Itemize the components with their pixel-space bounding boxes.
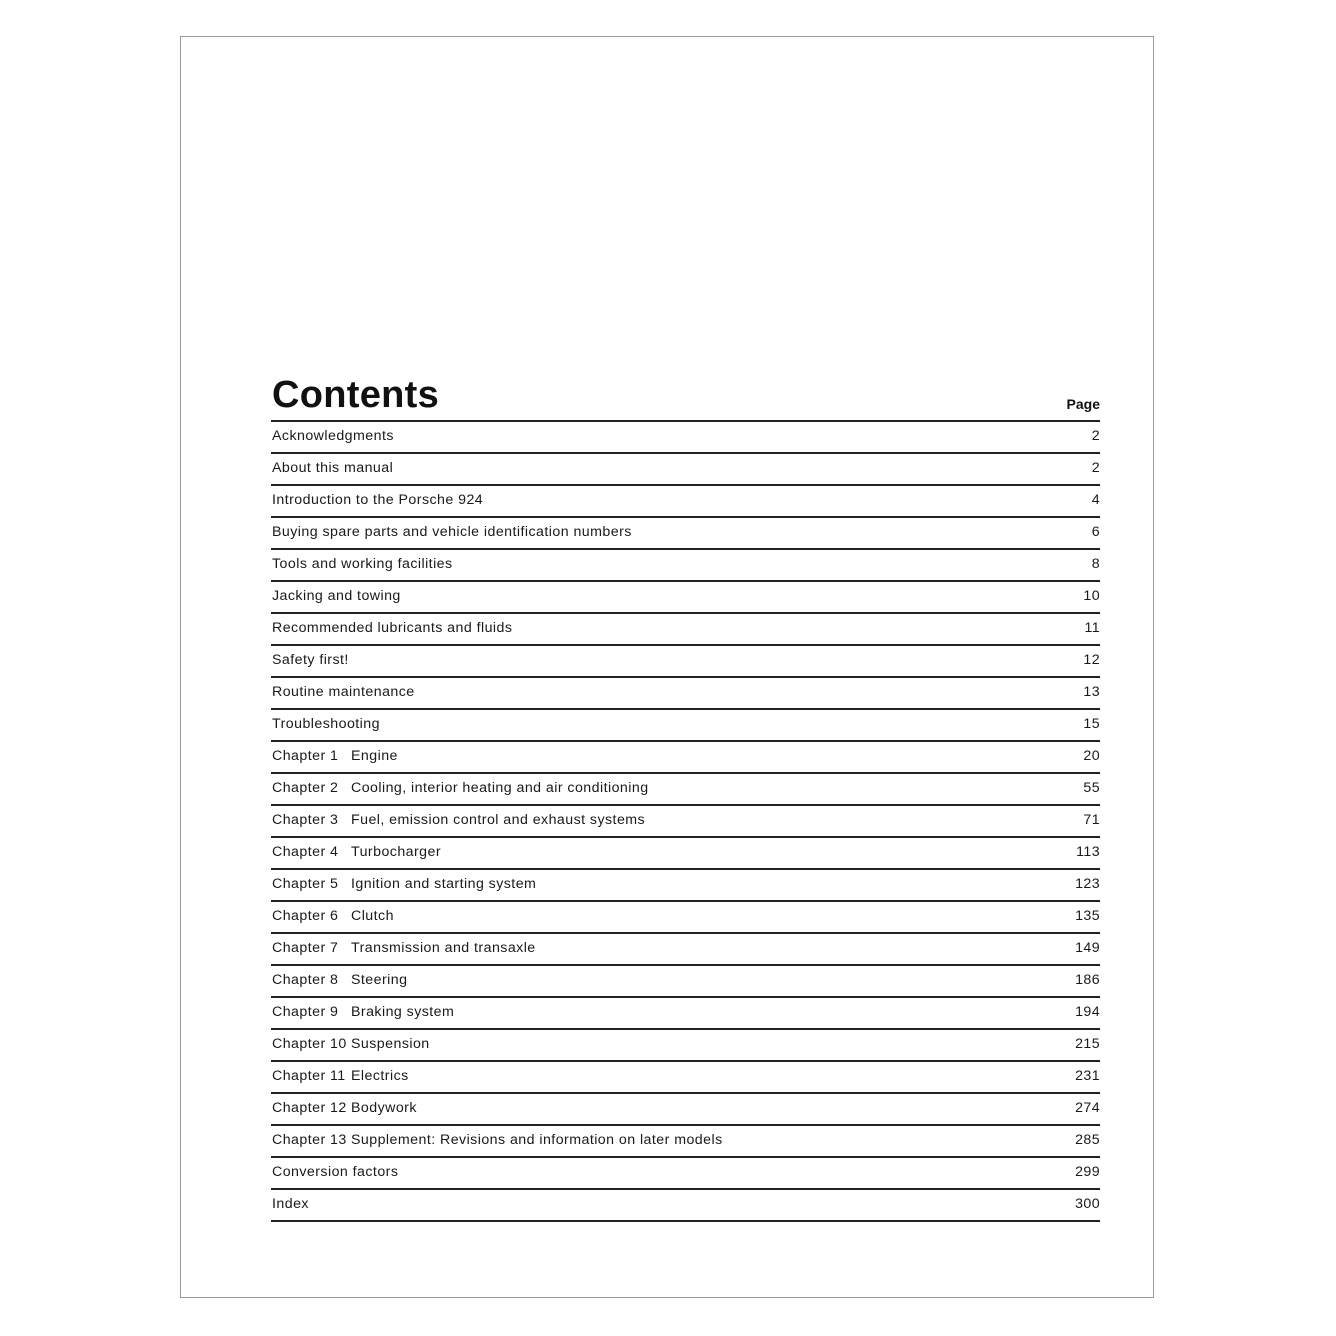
page-number: 2 — [1091, 428, 1100, 444]
toc-entry — [271, 454, 1100, 486]
chapter-number: Chapter 7 — [272, 940, 339, 956]
toc-entry — [271, 486, 1100, 518]
toc-entry — [271, 1190, 1100, 1222]
toc-entry-title — [272, 1067, 409, 1085]
toc-entry-title — [272, 1035, 430, 1053]
page-number: 55 — [1083, 780, 1100, 796]
chapter-number: Chapter 9 — [272, 1004, 339, 1020]
toc-entry — [271, 1126, 1100, 1158]
page-number: 113 — [1076, 844, 1100, 860]
toc-entry-title — [272, 1099, 417, 1117]
entry-label: Buying spare parts and vehicle identification numbers — [272, 524, 632, 540]
page-number: 11 — [1084, 620, 1100, 636]
page-number: 20 — [1083, 748, 1100, 764]
entry-label: Bodywork — [351, 1100, 417, 1116]
entry-label: Safety first! — [272, 652, 349, 668]
entry-label: Ignition and starting system — [351, 876, 537, 892]
toc-entry-title — [272, 587, 401, 605]
entry-label: Supplement: Revisions and information on later models — [351, 1132, 723, 1148]
page-number: 8 — [1091, 556, 1100, 572]
toc-entry-title — [272, 971, 407, 989]
toc-entry — [271, 838, 1100, 870]
page-number: 300 — [1075, 1196, 1100, 1212]
page-number: 194 — [1075, 1004, 1100, 1020]
page-column-label: Page — [1066, 396, 1100, 412]
toc-entry — [271, 1094, 1100, 1126]
chapter-number: Chapter 8 — [272, 972, 339, 988]
entry-label: Introduction to the Porsche 924 — [272, 492, 484, 508]
page-number: 299 — [1075, 1164, 1100, 1180]
toc-entry-title — [272, 779, 649, 797]
entry-label: Recommended lubricants and fluids — [272, 620, 513, 636]
entry-label: Engine — [351, 748, 398, 764]
toc-entry-title — [272, 683, 415, 701]
entry-label: Cooling, interior heating and air conditioning — [351, 780, 649, 796]
page-number: 215 — [1075, 1036, 1100, 1052]
page-number: 231 — [1075, 1068, 1100, 1084]
page-number: 12 — [1083, 652, 1100, 668]
toc-entry-title — [272, 1003, 454, 1021]
toc-entry — [271, 934, 1100, 966]
chapter-number: Chapter 11 — [272, 1068, 346, 1084]
entry-label: Acknowledgments — [272, 428, 394, 444]
toc-entry-title — [272, 1163, 398, 1181]
toc-entry — [271, 966, 1100, 998]
toc-entry-title — [272, 907, 394, 925]
toc-entry-title — [272, 555, 453, 573]
chapter-number: Chapter 2 — [272, 780, 339, 796]
toc-entry — [271, 518, 1100, 550]
toc-entry-title — [272, 1195, 309, 1213]
toc-entry — [271, 422, 1100, 454]
toc-entry-title — [272, 619, 512, 637]
page-number: 10 — [1083, 588, 1100, 604]
toc-entry-title — [272, 747, 398, 765]
page-number: 15 — [1083, 716, 1100, 732]
entry-label: Steering — [351, 972, 408, 988]
entry-label: Transmission and transaxle — [351, 940, 536, 956]
chapter-number: Chapter 3 — [272, 812, 339, 828]
page-number: 71 — [1083, 812, 1100, 828]
page-number: 4 — [1091, 492, 1100, 508]
entry-label: Braking system — [351, 1004, 455, 1020]
chapter-number: Chapter 13 — [272, 1132, 347, 1148]
toc-entry-title — [272, 459, 393, 477]
entry-label: Routine maintenance — [272, 684, 415, 700]
entry-label: Index — [272, 1196, 309, 1212]
chapter-number: Chapter 5 — [272, 876, 339, 892]
toc-entry — [271, 774, 1100, 806]
entry-label: Clutch — [351, 908, 394, 924]
chapter-number: Chapter 1 — [272, 748, 339, 764]
toc-entry-title — [272, 875, 536, 893]
toc-entry — [271, 550, 1100, 582]
toc-entry-title — [272, 491, 483, 509]
toc-entry — [271, 582, 1100, 614]
page-number: 6 — [1091, 524, 1100, 540]
entry-label: Electrics — [351, 1068, 409, 1084]
toc-entry — [271, 1062, 1100, 1094]
toc-entry-title — [272, 1131, 723, 1149]
toc-entry — [271, 742, 1100, 774]
chapter-number: Chapter 12 — [272, 1100, 347, 1116]
entry-label: Turbocharger — [351, 844, 442, 860]
toc-entry — [271, 902, 1100, 934]
toc-entry-title — [272, 523, 632, 541]
page-number: 123 — [1075, 876, 1100, 892]
page-number: 285 — [1075, 1132, 1100, 1148]
page-title: Contents — [272, 374, 440, 416]
toc-entry-title — [272, 939, 536, 957]
toc-entry — [271, 998, 1100, 1030]
page-number: 13 — [1083, 684, 1100, 700]
toc-entry — [271, 1158, 1100, 1190]
toc-entry — [271, 806, 1100, 838]
toc-header — [271, 372, 1100, 422]
toc-entry-title — [272, 427, 394, 445]
toc-entry — [271, 646, 1100, 678]
entry-label: Tools and working facilities — [272, 556, 453, 572]
toc-entry-title — [272, 715, 380, 733]
chapter-number: Chapter 4 — [272, 844, 339, 860]
toc-entry — [271, 870, 1100, 902]
entry-label: Conversion factors — [272, 1164, 399, 1180]
toc-entry — [271, 1030, 1100, 1062]
table-of-contents — [271, 372, 1100, 1222]
toc-entry-title — [272, 811, 645, 829]
page-number: 186 — [1075, 972, 1100, 988]
toc-entry-title — [272, 651, 349, 669]
toc-entry — [271, 710, 1100, 742]
page-number: 2 — [1091, 460, 1100, 476]
toc-entry — [271, 678, 1100, 710]
page-number: 135 — [1075, 908, 1100, 924]
page-number: 149 — [1075, 940, 1100, 956]
page-number: 274 — [1075, 1100, 1100, 1116]
entry-label: Troubleshooting — [272, 716, 380, 732]
toc-entry-title — [272, 843, 441, 861]
chapter-number: Chapter 10 — [272, 1036, 347, 1052]
entry-label: Suspension — [351, 1036, 430, 1052]
chapter-number: Chapter 6 — [272, 908, 339, 924]
toc-entry — [271, 614, 1100, 646]
entry-label: Fuel, emission control and exhaust systems — [351, 812, 646, 828]
toc-list — [271, 422, 1100, 1222]
entry-label: About this manual — [272, 460, 394, 476]
entry-label: Jacking and towing — [272, 588, 401, 604]
